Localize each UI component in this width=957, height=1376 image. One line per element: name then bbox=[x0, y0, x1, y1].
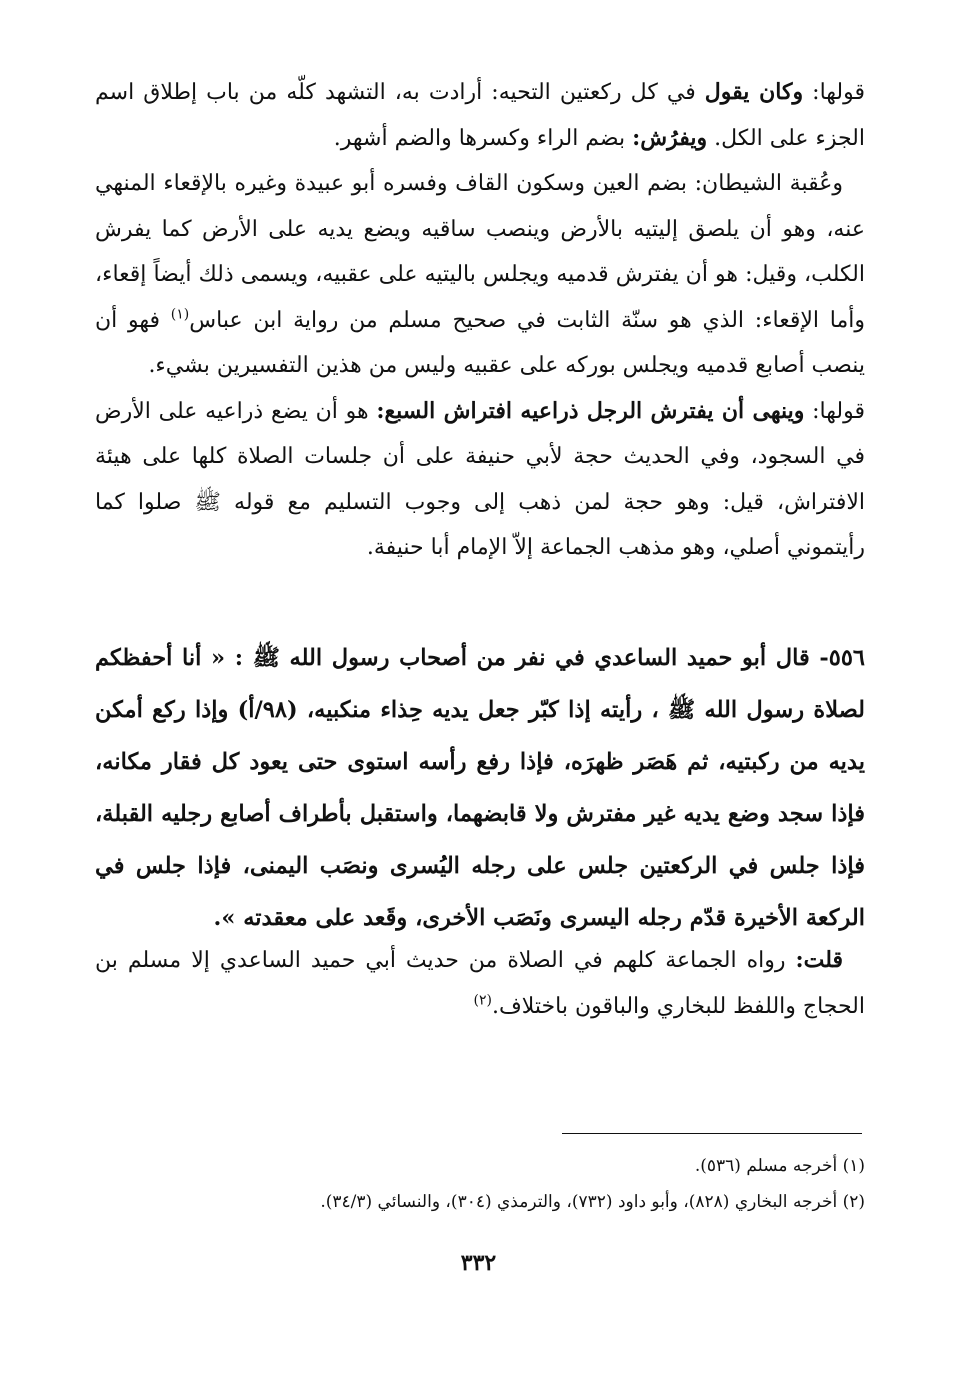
quoted-phrase: وينهى أن يفترش الرجل ذراعيه افتراش السبع: bbox=[376, 397, 805, 424]
quoted-phrase: وكان يقول bbox=[704, 79, 804, 105]
paragraph-text: بضم الراء وكسرها والضم أشهر. bbox=[333, 125, 633, 151]
footnotes bbox=[95, 1148, 865, 1220]
quoted-phrase: ويفرُش: bbox=[632, 124, 708, 151]
footnote-divider bbox=[562, 1133, 862, 1134]
commentary-paragraph-3 bbox=[95, 389, 865, 571]
paragraph-text: فهو أن ينصب أصابع قدميه ويجلس بوركه على عقبيه وليس من هذين التفسيرين بشيء. bbox=[95, 307, 865, 378]
paragraph-lead: قولها: bbox=[804, 398, 865, 424]
footnote-1: (١) أخرجه مسلم (٥٣٦). bbox=[694, 1156, 865, 1176]
footnote-2: (٢) أخرجه البخاري (٨٢٨)، وأبو داود (٧٣٢)، والترمذي (٣٠٤)، والنسائي (٣٤/٣). bbox=[320, 1192, 865, 1212]
paragraph-text: هو أن يضع ذراعيه على الأرض في السجود، وفي الحديث حجة لأبي حنيفة على أن جلسات الصلاة كلها على هيئة الافتراش، قيل: وهو حجة لمن ذهب إلى وجوب التسليم مع قوله ﷺ صلوا كما رأيتموني أصلي، وهو مذهب الجماعة إلاّ الإمام أبا حنيفة. bbox=[95, 398, 865, 560]
paragraph-text: وعُقبة الشيطان: بضم العين وسكون القاف وفسره أبو عبيدة وغيره بالإقعاء المنهي عنه، وهو أن يلصق إليتيه بالأرض وينصب ساقيه ويضع يديه على الأرض كما يفرش الكلب، وقيل: هو أن يفترش قدميه ويجلس باليتيه على عقبيه، ويسمى ذلك أيضاً إقعاء، وأما الإقعاء: الذي هو سنّة الثابت في صحيح مسلم من رواية ابن عباس bbox=[95, 171, 866, 333]
footnote-marker[interactable]: (٢) bbox=[473, 992, 492, 1009]
qult-paragraph bbox=[95, 938, 865, 1029]
hadith-text: ٥٥٦- قال أبو حميد الساعدي في نفر من أصحاب رسول الله ﷺ : « أنا أحفظكم لصلاة رسول الله ﷺ ، رأيته إذا كبّر جعل يديه حِذاء منكبيه، (٩٨/أ) وإذا ركع أمكن يديه من ركبتيه، ثم هَصَر ظهرَه، فإذا رفع رأسه استوى حتى يعود كل فقار مكانه، فإذا سجد وضع يديه غير مفترش ولا قابضهما، واستقبل بأطراف أصابع رجليه القبلة، فإذا جلس في الركعتين جلس على رجله اليُسرى ونصَب اليمنى، فإذا جلس في الركعة الأخيرة قدّم رجله اليسرى ونَصَب الأخرى، وقَعد على معقدته ». bbox=[95, 645, 865, 931]
paragraph-text: رواه الجماعة كلهم في الصلاة من حديث أبي حميد الساعدي إلا مسلم بن الحجاج واللفظ للبخاري والباقون باختلاف. bbox=[95, 948, 865, 1019]
hadith-section bbox=[95, 632, 865, 944]
paragraph-text: في كل ركعتين التحيه: أرادت به، التشهد كلّه من باب إطلاق اسم الجزء على الكل. bbox=[95, 80, 865, 151]
commentary-paragraph-2 bbox=[95, 161, 865, 389]
page-number: ٣٣٢ bbox=[460, 1250, 497, 1276]
paragraph-lead: قولها: bbox=[803, 80, 866, 105]
commentary-paragraph-1 bbox=[95, 70, 865, 161]
footnote-marker[interactable]: (١) bbox=[170, 306, 190, 323]
qult-label: قلت: bbox=[795, 947, 843, 973]
commentary-section bbox=[95, 70, 865, 571]
qult-section bbox=[95, 938, 865, 1029]
